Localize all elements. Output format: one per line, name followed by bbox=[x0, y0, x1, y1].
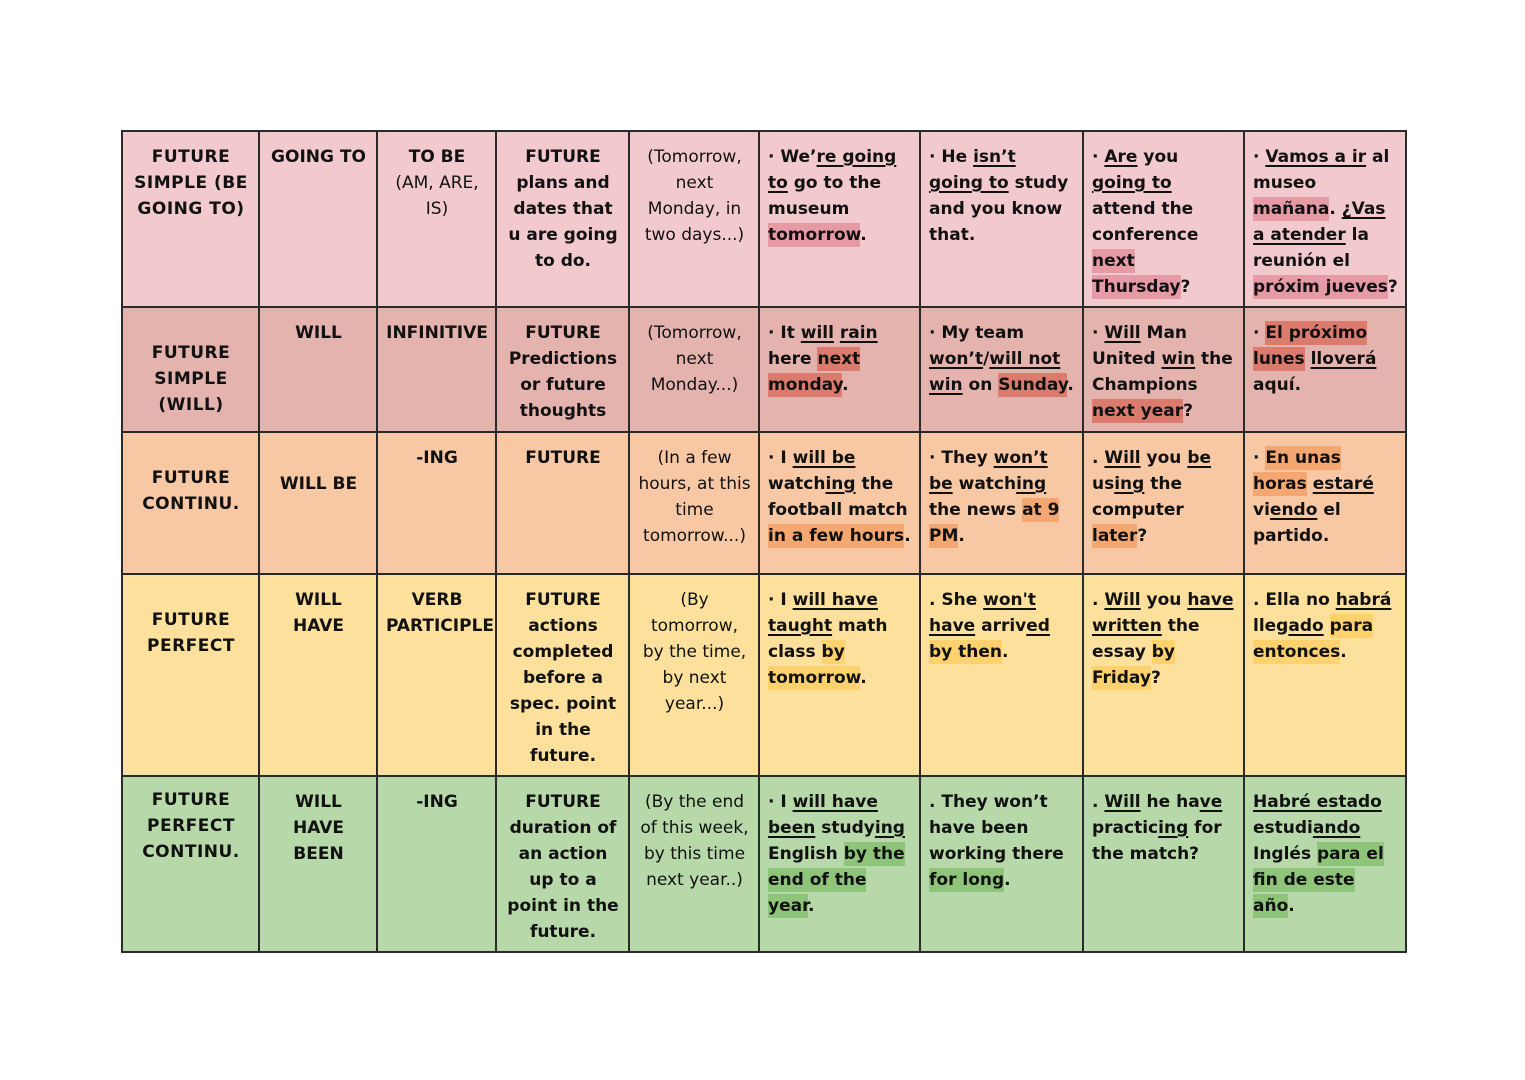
negative-example-cell: · He isn’t going to study and you know that. bbox=[920, 131, 1083, 307]
tense-name-cell: FUTURE SIMPLE (BE GOING TO) bbox=[122, 131, 259, 307]
structure-cell: WILL HAVE BEEN bbox=[259, 776, 377, 952]
use-cell: FUTURE bbox=[496, 432, 629, 574]
question-example-cell: . Will you have written the essay by Friday? bbox=[1083, 574, 1244, 776]
table-row bbox=[122, 776, 1406, 952]
tense-name-cell: FUTURE SIMPLE (WILL) bbox=[122, 307, 259, 432]
spanish-example-cell: Habré estado estudiando Inglés para el fin de este año. bbox=[1244, 776, 1406, 952]
spanish-example-cell: · El próximo lunes lloverá aquí. bbox=[1244, 307, 1406, 432]
use-cell: FUTURE actions completed before a spec. point in the future. bbox=[496, 574, 629, 776]
time-expressions-cell: (By the end of this week, by this time next year..) bbox=[629, 776, 759, 952]
verb-form-cell: INFINITIVE bbox=[377, 307, 496, 432]
negative-example-cell: . She won't have arrived by then. bbox=[920, 574, 1083, 776]
structure-cell: WILL BE bbox=[259, 432, 377, 574]
affirmative-example-cell: · We’re going to go to the museum tomorrow. bbox=[759, 131, 920, 307]
question-example-cell: . Will he have practicing for the match? bbox=[1083, 776, 1244, 952]
table-row bbox=[122, 432, 1406, 574]
verb-form-cell: TO BE (AM, ARE, IS) bbox=[377, 131, 496, 307]
verb-form-cell: VERB PARTICIPLE bbox=[377, 574, 496, 776]
table-row bbox=[122, 131, 1406, 307]
future-tenses-table bbox=[121, 130, 1407, 953]
question-example-cell: · Are you going to attend the conference next Thursday? bbox=[1083, 131, 1244, 307]
negative-example-cell: · They won’t be watching the news at 9 PM. bbox=[920, 432, 1083, 574]
affirmative-example-cell: · It will rain here next monday. bbox=[759, 307, 920, 432]
structure-cell: GOING TO bbox=[259, 131, 377, 307]
negative-example-cell: . They won’t have been working there for long. bbox=[920, 776, 1083, 952]
time-expressions-cell: (By tomorrow, by the time, by next year...) bbox=[629, 574, 759, 776]
time-expressions-cell: (Tomorrow, next Monday...) bbox=[629, 307, 759, 432]
question-example-cell: . Will you be using the computer later? bbox=[1083, 432, 1244, 574]
question-example-cell: · Will Man United win the Champions next year? bbox=[1083, 307, 1244, 432]
negative-example-cell: · My team won’t/will not win on Sunday. bbox=[920, 307, 1083, 432]
use-cell: FUTURE duration of an action up to a point in the future. bbox=[496, 776, 629, 952]
structure-cell: WILL HAVE bbox=[259, 574, 377, 776]
time-expressions-cell: (In a few hours, at this time tomorrow...) bbox=[629, 432, 759, 574]
spanish-example-cell: . Ella no habrá llegado para entonces. bbox=[1244, 574, 1406, 776]
table-row bbox=[122, 574, 1406, 776]
table-row bbox=[122, 307, 1406, 432]
tense-name-cell: FUTURE PERFECT bbox=[122, 574, 259, 776]
tense-name-cell: FUTURE CONTINU. bbox=[122, 432, 259, 574]
verb-form-cell: -ING bbox=[377, 776, 496, 952]
tense-name-cell: FUTURE PERFECT CONTINU. bbox=[122, 776, 259, 952]
use-cell: FUTURE Predictions or future thoughts bbox=[496, 307, 629, 432]
affirmative-example-cell: · I will have been studying English by the end of the year. bbox=[759, 776, 920, 952]
verb-form-cell: -ING bbox=[377, 432, 496, 574]
time-expressions-cell: (Tomorrow, next Monday, in two days...) bbox=[629, 131, 759, 307]
spanish-example-cell: · Vamos a ir al museo mañana. ¿Vas a atender la reunión el próxim jueves? bbox=[1244, 131, 1406, 307]
affirmative-example-cell: · I will have taught math class by tomorrow. bbox=[759, 574, 920, 776]
spanish-example-cell: · En unas horas estaré viendo el partido. bbox=[1244, 432, 1406, 574]
structure-cell: WILL bbox=[259, 307, 377, 432]
use-cell: FUTURE plans and dates that u are going to do. bbox=[496, 131, 629, 307]
affirmative-example-cell: · I will be watching the football match in a few hours. bbox=[759, 432, 920, 574]
